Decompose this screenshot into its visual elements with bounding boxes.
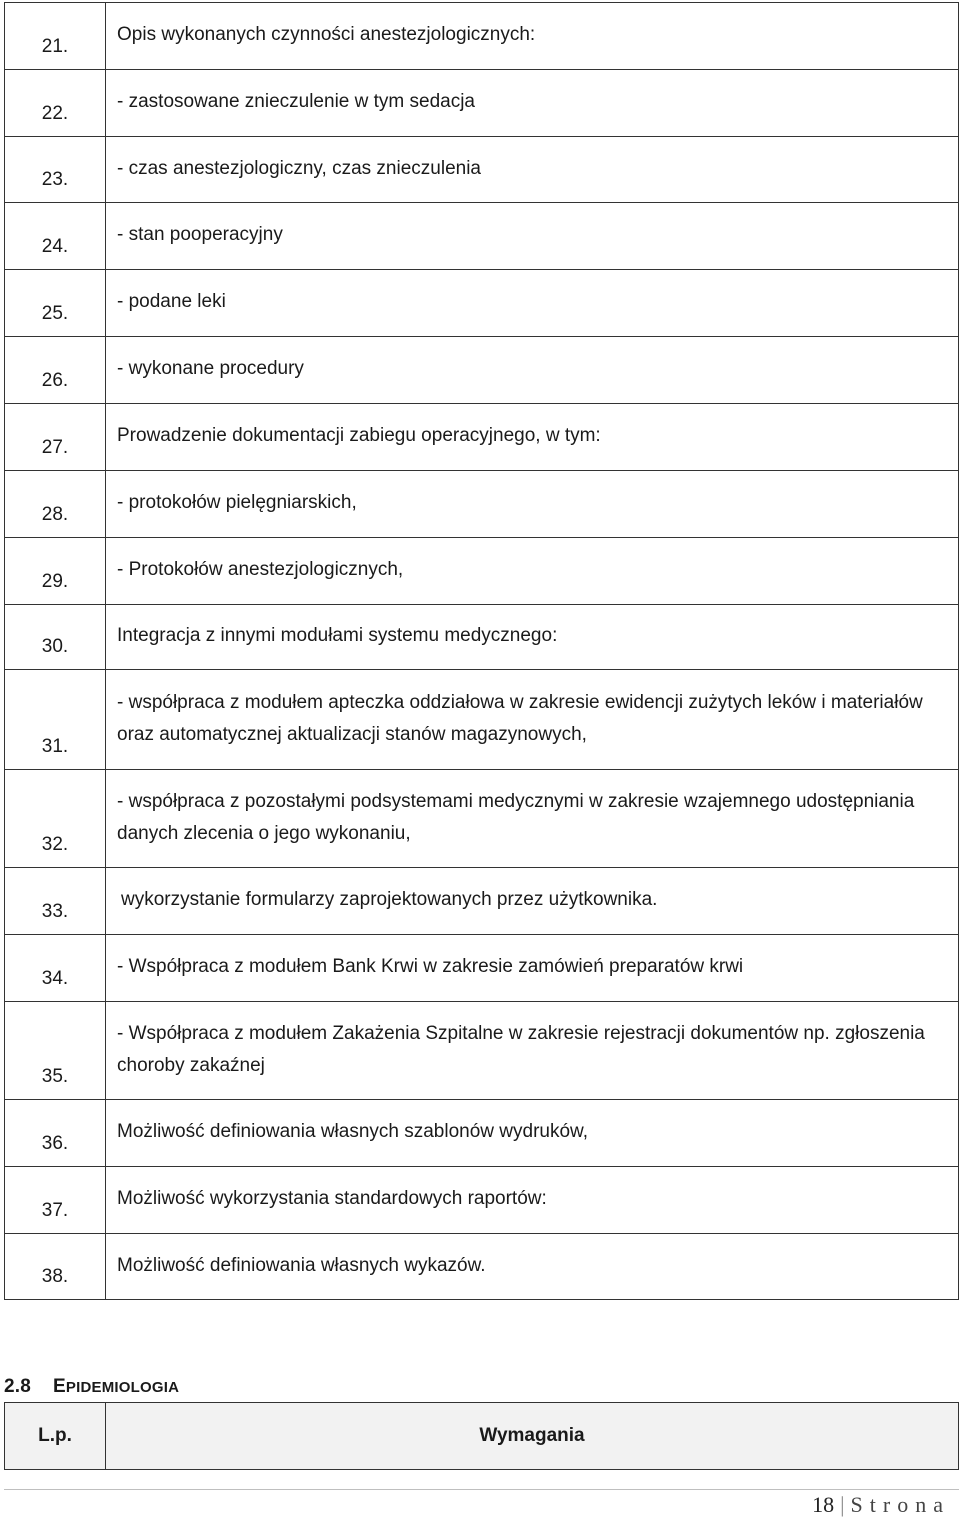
- row-number: 30.: [5, 605, 106, 670]
- section-title-initial: E: [53, 1376, 66, 1397]
- page-footer: [812, 1492, 950, 1518]
- row-requirement: - czas anestezjologiczny, czas znieczulenia: [106, 137, 959, 203]
- row-requirement: Prowadzenie dokumentacji zabiegu operacyjnego, w tym:: [106, 404, 959, 471]
- row-requirement: - Współpraca z modułem Zakażenia Szpitalne w zakresie rejestracji dokumentów np. zgłoszenia choroby zakaźnej: [106, 1002, 959, 1100]
- page-label: Strona: [850, 1492, 950, 1517]
- row-number: 37.: [5, 1167, 106, 1234]
- row-number: 24.: [5, 203, 106, 270]
- table-row: [5, 770, 959, 868]
- row-requirement: wykorzystanie formularzy zaprojektowanych przez użytkownika.: [106, 868, 959, 935]
- row-requirement: Możliwość wykorzystania standardowych raportów:: [106, 1167, 959, 1234]
- table-row: [5, 404, 959, 471]
- table-row: [5, 70, 959, 137]
- row-number: 26.: [5, 337, 106, 404]
- row-requirement: - Współpraca z modułem Bank Krwi w zakresie zamówień preparatów krwi: [106, 935, 959, 1002]
- row-requirement: - Protokołów anestezjologicznych,: [106, 538, 959, 605]
- row-requirement: - współpraca z modułem apteczka oddziałowa w zakresie ewidencji zużytych leków i materiałów oraz automatycznej aktualizacji stanów magazynowych,: [106, 670, 959, 770]
- row-number: 28.: [5, 471, 106, 538]
- table-row: [5, 868, 959, 935]
- epidemiology-header-table: [4, 1402, 959, 1470]
- table-row: [5, 1002, 959, 1100]
- row-number: 34.: [5, 935, 106, 1002]
- requirements-table: [4, 2, 959, 1300]
- table-row: [5, 670, 959, 770]
- row-number: 32.: [5, 770, 106, 868]
- table-row: [5, 538, 959, 605]
- row-requirement: - współpraca z pozostałymi podsystemami medycznymi w zakresie wzajemnego udostępniania danych zlecenia o jego wykonaniu,: [106, 770, 959, 868]
- section-heading: [4, 1376, 179, 1398]
- table-row: [5, 471, 959, 538]
- table-row: [5, 1167, 959, 1234]
- row-requirement: - zastosowane znieczulenie w tym sedacja: [106, 70, 959, 137]
- header-requirements: Wymagania: [106, 1403, 959, 1470]
- row-requirement: Integracja z innymi modułami systemu medycznego:: [106, 605, 959, 670]
- table-row: [5, 605, 959, 670]
- row-requirement: Możliwość definiowania własnych wykazów.: [106, 1234, 959, 1300]
- table-row: [5, 3, 959, 70]
- row-number: 31.: [5, 670, 106, 770]
- row-requirement: - podane leki: [106, 270, 959, 337]
- table-row: [5, 1100, 959, 1167]
- row-number: 25.: [5, 270, 106, 337]
- row-number: 35.: [5, 1002, 106, 1100]
- table-row: [5, 337, 959, 404]
- row-number: 21.: [5, 3, 106, 70]
- row-number: 27.: [5, 404, 106, 471]
- header-lp: L.p.: [5, 1403, 106, 1470]
- table-row: [5, 1234, 959, 1300]
- footer-divider: [4, 1489, 959, 1490]
- row-number: 33.: [5, 868, 106, 935]
- table-row: [5, 137, 959, 203]
- footer-separator: |: [840, 1492, 845, 1517]
- row-requirement: - protokołów pielęgniarskich,: [106, 471, 959, 538]
- row-requirement: Opis wykonanych czynności anestezjologicznych:: [106, 3, 959, 70]
- row-requirement: - stan pooperacyjny: [106, 203, 959, 270]
- row-number: 23.: [5, 137, 106, 203]
- row-requirement: - wykonane procedury: [106, 337, 959, 404]
- requirements-table-body: [5, 3, 959, 1300]
- section-title-rest: PIDEMIOLOGIA: [65, 1379, 180, 1396]
- row-number: 36.: [5, 1100, 106, 1167]
- row-number: 22.: [5, 70, 106, 137]
- section-number: 2.8: [4, 1376, 32, 1397]
- row-requirement: Możliwość definiowania własnych szablonów wydruków,: [106, 1100, 959, 1167]
- header-row: [5, 1403, 959, 1470]
- table-row: [5, 270, 959, 337]
- table-row: [5, 203, 959, 270]
- page-number: 18: [812, 1492, 835, 1517]
- table-row: [5, 935, 959, 1002]
- row-number: 38.: [5, 1234, 106, 1300]
- row-number: 29.: [5, 538, 106, 605]
